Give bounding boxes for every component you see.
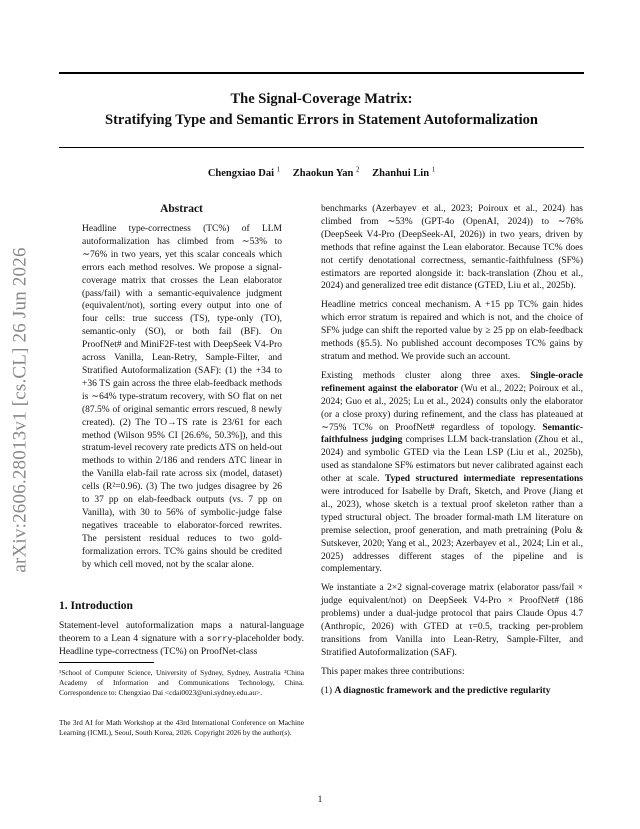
right-column — [321, 203, 583, 704]
contribution-1-heading: (1) A diagnostic framework and the predictive regularity — [321, 685, 551, 696]
author-2: Zhaokun Yan $^2$ — [292, 165, 360, 179]
introduction-heading: 1. Introduction — [59, 600, 133, 612]
paper-title — [59, 89, 584, 131]
right-paragraph-3: Existing methods cluster along three axes. Single-oracle refinement against the elaborator (Wu et al., 2022; Poiroux et al., 2024; Guo et al., 2025; Lu et al., 2024) consults only the elaborator (or a close proxy) during refinement, and the class has plateaued at ∼75% TC% on ProofNet# regardless of topology. Semantic-faithfulness judging comprises LLM back-translation (Zhou et al., 2024) and symbolic GTED via the Lean LSP (Liu et al., 2025b), used as standalone SF% estimators but never calibrated against each other at scale. Typed structured intermediate representations were introduced for Isabelle by Draft, Sketch, and Prove (Jiang et al., 2023), whose sketch is a textual proof skeleton rather than a typed structural object. The broader formal-math LM literature on premise selection, proof generation, and math pretraining (Polu & Sutskever, 2020; Yang et al., 2023; Azerbayev et al., 2024; Lin et al., 2025) addresses different stages of the pipeline and is complementary. — [321, 370, 583, 575]
abstract-body — [82, 223, 282, 577]
author-list — [59, 165, 584, 179]
author-3: Zhanhui Lin $^1$ — [372, 165, 436, 179]
abstract-heading: Abstract — [160, 203, 203, 215]
right-paragraph-5: This paper makes three contributions: — [321, 666, 465, 677]
affiliation-footnote: ¹School of Computer Science, University of Sydney, Sydney, Australia ²China Academy of Information and Communications Technology, China. Correspondence to: Chengxiao Dai <cdai0023@uni.sydney.edu.au>. — [59, 668, 304, 697]
introduction-paragraph: Statement-level autoformalization maps a natural-language theorem to a Lean 4 signature with a sorry-placeholder body. Headline type-correctness (TC%) on ProofNet-class — [59, 621, 304, 657]
title-top-rule — [59, 72, 584, 74]
introduction-body — [59, 620, 304, 665]
author-1: Chengxiao Dai $^1$ — [207, 165, 281, 179]
title-line-1: The Signal-Coverage Matrix: — [230, 91, 413, 107]
right-paragraph-4: We instantiate a 2×2 signal-coverage matrix (elaborator pass/fail × judge equivalent/not) on DeepSeek V4-Pro × ProofNet# (186 problems) under a dual-judge protocol that pairs Claude Opus 4.7 (Anthropic, 2026) with GTED at τ=0.5, tracking per-problem transitions from Vanilla into Lean-Retry, Sample-Filter, and Stratified Autoformalization (SAF). — [321, 583, 583, 658]
right-paragraph-1: benchmarks (Azerbayev et al., 2023; Poiroux et al., 2024) has climbed from ∼53% (GPT-4o (OpenAI, 2024)) to ∼76% (DeepSeek V4-Pro (DeepSeek-AI, 2026)) in two years, driven by methods that refine against the Lean elaborator. Because TC% does not certify denotational correctness, semantic-faithfulness (SF%) estimators are reported alongside it: back-translation (Zhou et al., 2024) and generalized tree edit distance (GTED, Liu et al., 2025b). — [321, 204, 583, 292]
arxiv-identifier — [3, 200, 39, 620]
abstract-text: Headline type-correctness (TC%) of LLM autoformalization has climbed from ∼53% to ∼76% in two years, yet this scalar conceals which errors each method resolves. We propose a signal-coverage matrix that crosses the Lean elaborator (pass/fail) with a semantic-equivalence judgment (equivalent/not), sorting every output into one of four cells: true success (TS), type-only (TO), semantic-only (SO), or both fail (BF). On ProofNet# and MiniF2F-test with DeepSeek V4-Pro across Vanilla, Lean-Retry, Sample-Filter, and Stratified Autoformalization (SAF): (1) the +34 to +36 TS gain across the three elab-feedback methods is ∼64% type-stratum recovery, with SO flat on net (87.5% of original semantic errors rescued, 8 newly created). (2) The TO→TS rate is 23/61 for each method (Wilson 95% CI [26.6%, 50.3%]), and this stratum-level recovery rate predicts ∆TS on held-out methods to within 2/186 and renders ∆TC linear in the Vanilla elab-fail rate across six (model, dataset) cells (R²=0.96). (3) The two judges disagree by 26 to 37 pp on elab-feedback outputs (vs. 7 pp on Vanilla), with 30 to 56% of symbolic-judge false negatives traceable to elaborator-forced rewrites. The persistent residual reduces to two gold-formalization errors. TC% gains should be credited by which cell moved, not by the scalar alone. — [82, 224, 282, 570]
sorry-code: sorry — [206, 633, 233, 644]
arxiv-id-text: arXiv:2606.28013v1 [cs.CL] 26 Jun 2026 — [10, 247, 32, 573]
page-number: 1 — [317, 795, 323, 805]
title-line-2: Stratifying Type and Semantic Errors in Statement Autoformalization — [105, 112, 538, 128]
title-bottom-rule — [59, 147, 584, 148]
venue-footnote: The 3rd AI for Math Workshop at the 43rd International Conference on Machine Learning (ICML), Seoul, South Korea, 2026. Copyright 2026 by the author(s). — [59, 718, 304, 737]
right-paragraph-2: Headline metrics conceal mechanism. A +15 pp TC% gain hides which error stratum is repaired and which is not, and the choice of SF% judge can shift the reported value by ≥ 25 pp on elab-feedback methods (§5.5). No published account decomposes TC% gains by stratum and method. We provide such an account. — [321, 300, 583, 362]
footnote-rule — [59, 662, 154, 663]
